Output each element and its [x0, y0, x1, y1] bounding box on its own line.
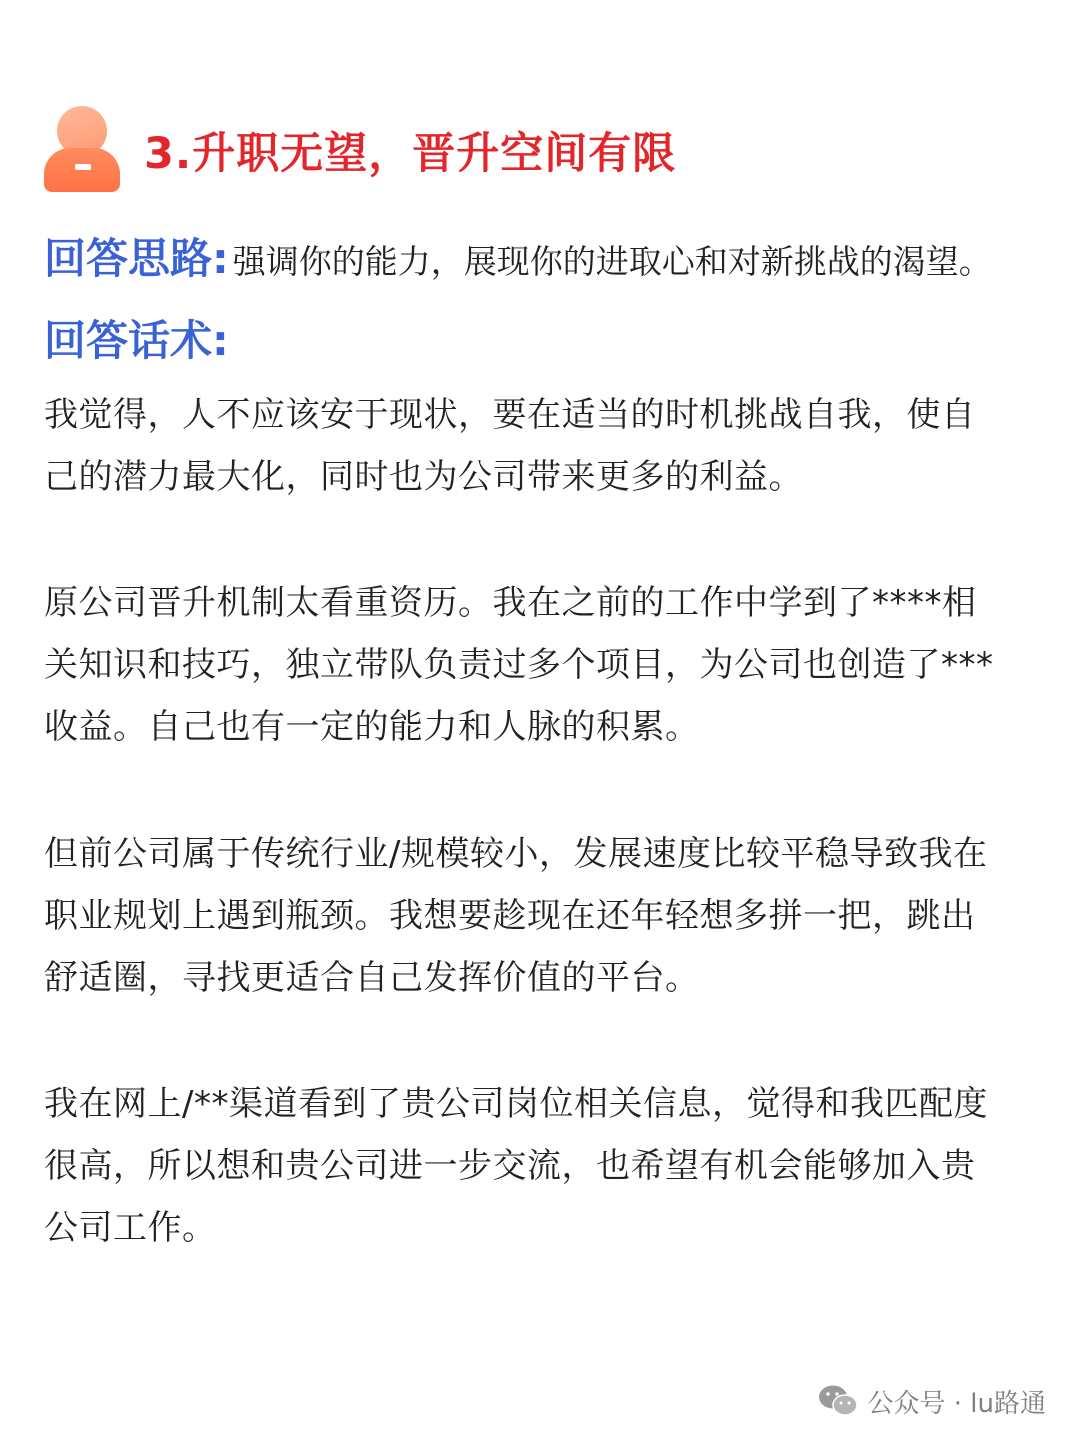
script-row	[44, 308, 229, 368]
wechat-icon	[818, 1384, 858, 1418]
answer-paragraph-3: 但前公司属于传统行业/规模较小，发展速度比较平稳导致我在职业规划上遇到瓶颈。我想要趁现在还年轻想多拼一把，跳出舒适圈，寻找更适合自己发挥价值的平台。	[44, 834, 988, 998]
approach-text: 强调你的能力，展现你的进取心和对新挑战的渴望。	[232, 242, 992, 281]
script-label: 回答话术:	[44, 316, 229, 365]
user-avatar-icon	[44, 106, 120, 192]
answer-paragraph-4: 我在网上/**渠道看到了贵公司岗位相关信息，觉得和我匹配度很高，所以想和贵公司进一步交流，也希望有机会能够加入贵公司工作。	[44, 1084, 988, 1248]
answer-paragraph-1: 我觉得，人不应该安于现状，要在适当的时机挑战自我，使自己的潜力最大化，同时也为公司带来更多的利益。	[44, 395, 976, 497]
footer-watermark	[818, 1378, 1047, 1424]
section-header	[44, 106, 676, 192]
approach-label: 回答思路:	[44, 234, 229, 283]
footer-text: 公众号 · lu路通	[867, 1388, 1046, 1419]
answer-paragraph-2: 原公司晋升机制太看重资历。我在之前的工作中学到了****相关知识和技巧，独立带队负责过多个项目，为公司也创造了***收益。自己也有一定的能力和人脉的积累。	[44, 583, 994, 747]
approach-row	[44, 226, 992, 286]
section-title: 3.升职无望，晋升空间有限	[144, 128, 677, 179]
